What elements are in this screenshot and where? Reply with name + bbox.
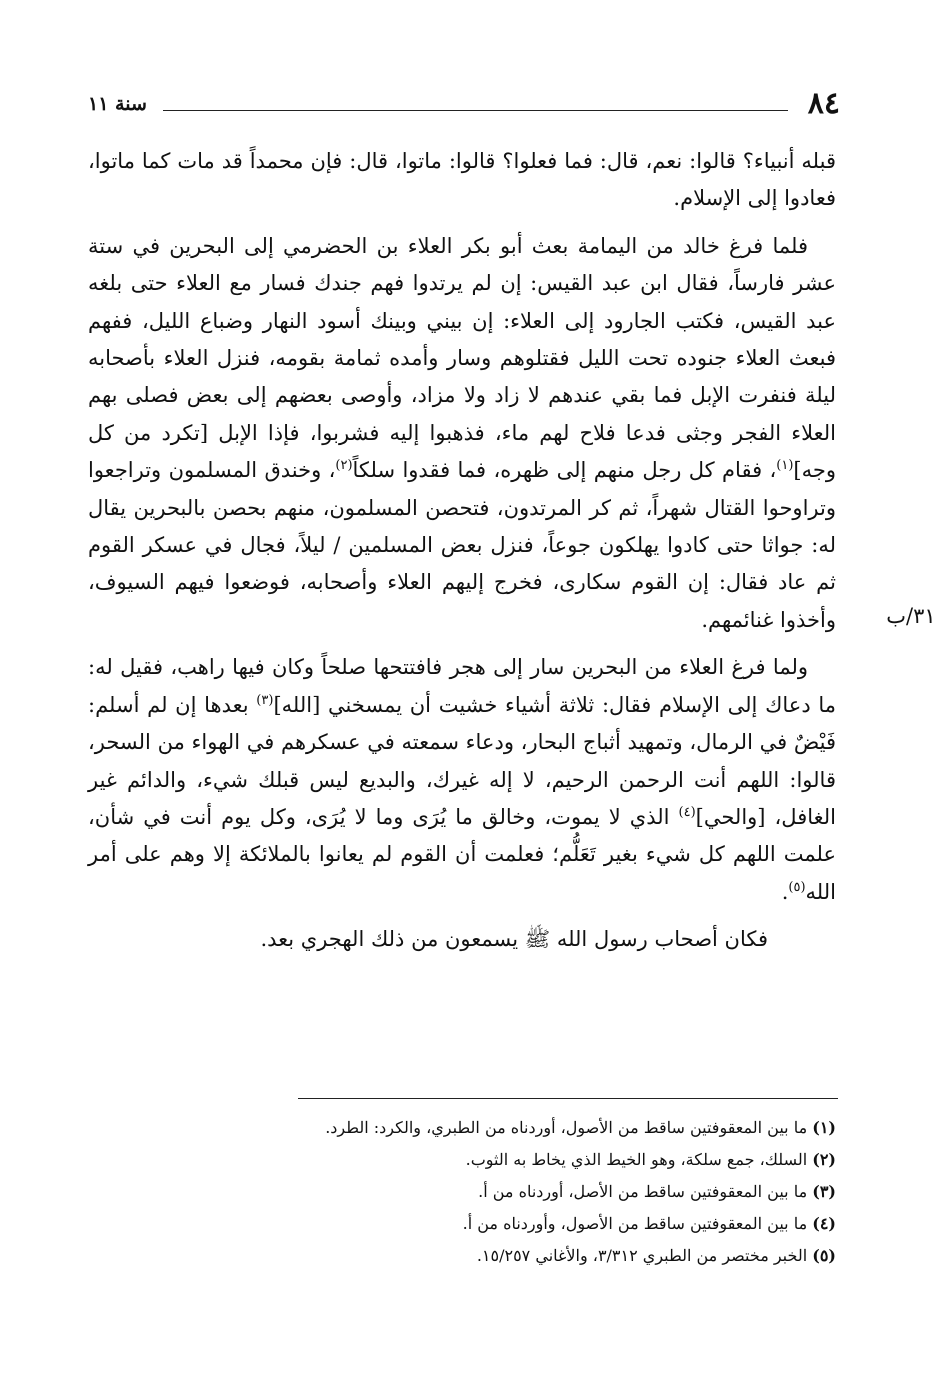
paragraph-2-part-a: فلما فرغ خالد من اليمامة بعث أبو بكر العلاء بن الحضرمي إلى البحرين في ستة عشر فارساً، فقال ابن عبد القيس: إن لم يرتدوا فهم جندك فسار مع العلاء حتى بلغه عبد القيس، فكتب الجارود إلى العلاء: إن بيني وبينك أسود النهار وضباع الليل، ففهم فبعث العلاء جنوده تحت الليل فقتلوهم وسار وأمده ثمامة بقومه، فنزل العلاء بأصحابه ليلة فنفرت الإبل فما بقي عندهم لا زاد ولا مزاد، وأوصى بعضهم إلى بعض فصلى بهم العلاء الفجر وجثى فدعا فلاح لهم ماء، فذهبوا إليه فشربوا، فإذا الإبل [تكرد من كل وجه]	[88, 233, 836, 483]
footnote-ref-4: (٤)	[678, 804, 696, 820]
closing-line: فكان أصحاب رسول الله ﷺ يسمعون من ذلك الهجري بعد.	[260, 927, 768, 952]
header-rule	[163, 110, 788, 111]
paragraph-3-part-a: ولما فرغ العلاء من البحرين سار إلى هجر فافتتحها صلحاً وكان فيها راهب، فقيل له: ما دعاك إلى الإسلام فقال: ثلاثة أشياء خشيت أن يمسخني [الله]	[88, 655, 836, 717]
footnote-text: ما بين المعقوفتين ساقط من الأصول، وأوردناه من أ.	[462, 1214, 813, 1233]
footnote-number: (٤)	[812, 1214, 836, 1233]
footnotes	[300, 1112, 836, 1272]
footnote	[300, 1176, 836, 1208]
paragraph-1: قبله أنبياء؟ قالوا: نعم، قال: فما فعلوا؟ قالوا: ماتوا، قال: فإن محمداً قد مات كما ماتوا، فعادوا إلى الإسلام.	[88, 149, 836, 211]
footnote-rule	[298, 1098, 838, 1099]
footnote-text: ما بين المعقوفتين ساقط من الأصل، أوردناه من أ.	[478, 1182, 813, 1201]
main-text	[88, 143, 836, 959]
footnote-ref-3: (٣)	[256, 692, 274, 708]
footnote-number: (٣)	[812, 1182, 836, 1201]
paragraph-3-part-d: .	[781, 879, 789, 904]
footnote-number: (٢)	[812, 1150, 836, 1169]
running-header	[88, 86, 840, 126]
year-label: سنة ١١	[88, 93, 147, 115]
footnote-number: (٥)	[812, 1246, 836, 1265]
footnote	[300, 1112, 836, 1144]
footnote-text: السلك، جمع سلكة، وهو الخيط الذي يخاط به الثوب.	[465, 1150, 813, 1169]
paragraph-2	[88, 228, 836, 639]
footnote-ref-5: (٥)	[788, 879, 806, 895]
footnote	[300, 1240, 836, 1272]
paragraph-2-part-b: ، فقام كل رجل منهم إلى ظهره، فما فقدوا سلكاً	[352, 458, 777, 483]
margin-folio-note: ٣١/ب	[886, 604, 936, 628]
paragraph-3-part-b: بعدها إن لم أسلم: فَيْضٌ في الرمال، وتمهيد أثباج البحار، ودعاء سمعته في عسكرهم في الهواء من السحر، قالوا: اللهم أنت الرحمن الرحيم، لا إله غيرك، والبديع ليس قبلك شيء، والدائم غير الغافل، [والحي]	[88, 692, 836, 829]
page-number: ٨٤	[807, 86, 840, 121]
paragraph-2-part-c: ، وخندق المسلمون وتراجعوا وتراوحوا القتال شهراً، ثم كر المرتدون، فتحصن المسلمون، منهم بحصن بالبحرين يقال له: جواثا حتى كادوا يهلكون جوعاً، فنزل بعض المسلمين / ليلاً، فجال في عسكر القوم ثم عاد فقال: إن القوم سكارى، فخرج إليهم العلاء وأصحابه، فوضعوا فيهم السيوف، وأخذوا غنائمهم.	[88, 458, 836, 632]
footnote-number: (١)	[812, 1118, 836, 1137]
footnote-text: ما بين المعقوفتين ساقط من الأصول، أوردناه من الطبري، والكرد: الطرد.	[325, 1118, 813, 1137]
footnote-ref-2: (٢)	[335, 458, 353, 474]
footnote-text: الخبر مختصر من الطبري ٣/٣١٢، والأغاني ١٥/٢٥٧.	[476, 1246, 813, 1265]
footnote	[300, 1144, 836, 1176]
footnote	[300, 1208, 836, 1240]
paragraph-3-part-c: الذي لا يموت، وخالق ما يُرَى وما لا يُرَى، وكل يوم أنت في شأن، علمت اللهم كل شيء بغير تَعَلُّم؛ فعلمت أن القوم لم يعانوا بالملائكة إلا وهم على أمر الله	[88, 804, 836, 904]
paragraph-3	[88, 649, 836, 911]
footnote-ref-1: (١)	[776, 458, 794, 474]
